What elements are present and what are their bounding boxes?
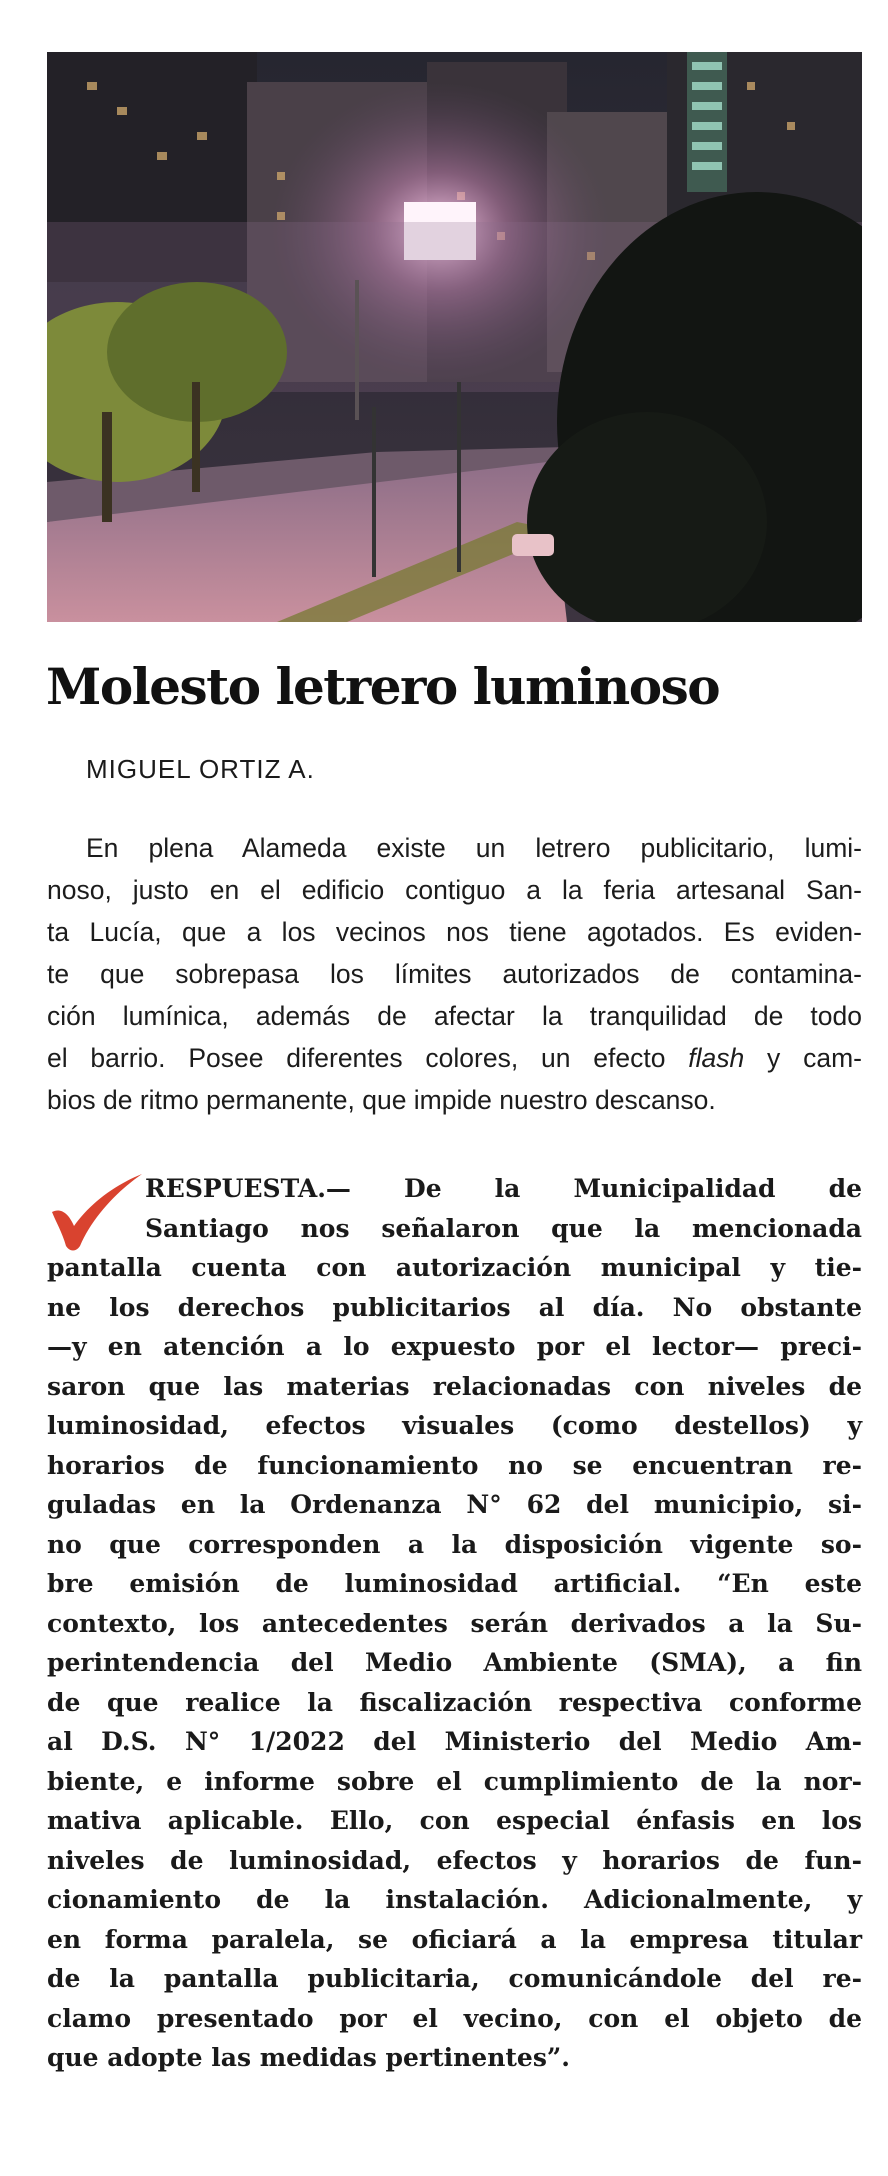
letter-line-text: el barrio. Posee diferentes colores, un efecto (47, 1043, 689, 1073)
flash-word: flash (688, 1043, 745, 1073)
reply-line: en forma paralela, se oficiará a la empresa titular (47, 1924, 862, 1954)
reply-line: perintendencia del Medio Ambiente (SMA), a fin (47, 1648, 862, 1677)
reply-line: Santiago nos señalaron que la mencionada (145, 1213, 862, 1243)
reply-line: ne los derechos publicitarios al día. No obstante (47, 1292, 862, 1322)
reply-line: cionamiento de la instalación. Adicionalmente, y (47, 1885, 862, 1914)
letter-line: bios de ritmo permanente, que impide nuestro descanso. (47, 1085, 716, 1115)
reply-line: biente, e informe sobre el cumplimiento de la nor- (47, 1766, 862, 1796)
reply-line: pantalla cuenta con autorización municipal y tie- (47, 1253, 862, 1282)
letter-line-tail: y cam- (744, 1043, 862, 1073)
reply-line: —y en atención a lo expuesto por el lector— preci- (47, 1332, 862, 1361)
reply-line: que adopte las medidas pertinentes”. (47, 2043, 570, 2072)
reply-line: contexto, los antecedentes serán derivados a la Su- (47, 1608, 862, 1638)
reply-line: al D.S. N° 1/2022 del Ministerio del Medio Am- (47, 1727, 862, 1756)
reply-line: luminosidad, efectos visuales (como destellos) y (47, 1411, 862, 1440)
reply-line: horarios de funcionamiento no se encuentran re- (47, 1450, 862, 1480)
reply-line: bre emisión de luminosidad artificial. “En este (47, 1569, 862, 1598)
letter-line: noso, justo en el edificio contiguo a la feria artesanal San- (47, 875, 862, 905)
reply-line: no que corresponden a la disposición vigente so- (47, 1529, 862, 1559)
letter-line: ción lumínica, además de afectar la tranquilidad de todo (47, 1001, 862, 1031)
letter-line (47, 1037, 862, 1079)
author-byline: MIGUEL ORTIZ A. (86, 754, 315, 784)
reply-line: guladas en la Ordenanza N° 62 del municipio, si- (47, 1490, 862, 1519)
reply-line: saron que las materias relacionadas con niveles de (47, 1371, 862, 1401)
reader-letter (47, 827, 862, 1121)
reply-line: clamo presentado por el vecino, con el objeto de (47, 2003, 862, 2033)
reply-line: niveles de luminosidad, efectos y horarios de fun- (47, 1845, 862, 1875)
reply-line: mativa aplicable. Ello, con especial énfasis en los (47, 1806, 862, 1835)
letter-line: te que sobrepasa los límites autorizados de contamina- (47, 959, 862, 989)
reply-line (47, 1169, 862, 1209)
article-headline: Molesto letrero luminoso (46, 657, 720, 716)
municipal-reply (47, 1169, 862, 2078)
reply-line: de que realice la fiscalización respectiva conforme (47, 1687, 862, 1717)
reply-lead: RESPUESTA.— (145, 1174, 351, 1203)
article-photo (47, 52, 862, 622)
reply-line: de la pantalla publicitaria, comunicándole del re- (47, 1964, 862, 1993)
letter-line: En plena Alameda existe un letrero publicitario, lumi- (86, 833, 862, 863)
letter-line: ta Lucía, que a los vecinos nos tiene agotados. Es eviden- (47, 917, 862, 947)
night-street-photo (47, 52, 862, 622)
reply-line-text: De la Municipalidad de (350, 1174, 862, 1203)
